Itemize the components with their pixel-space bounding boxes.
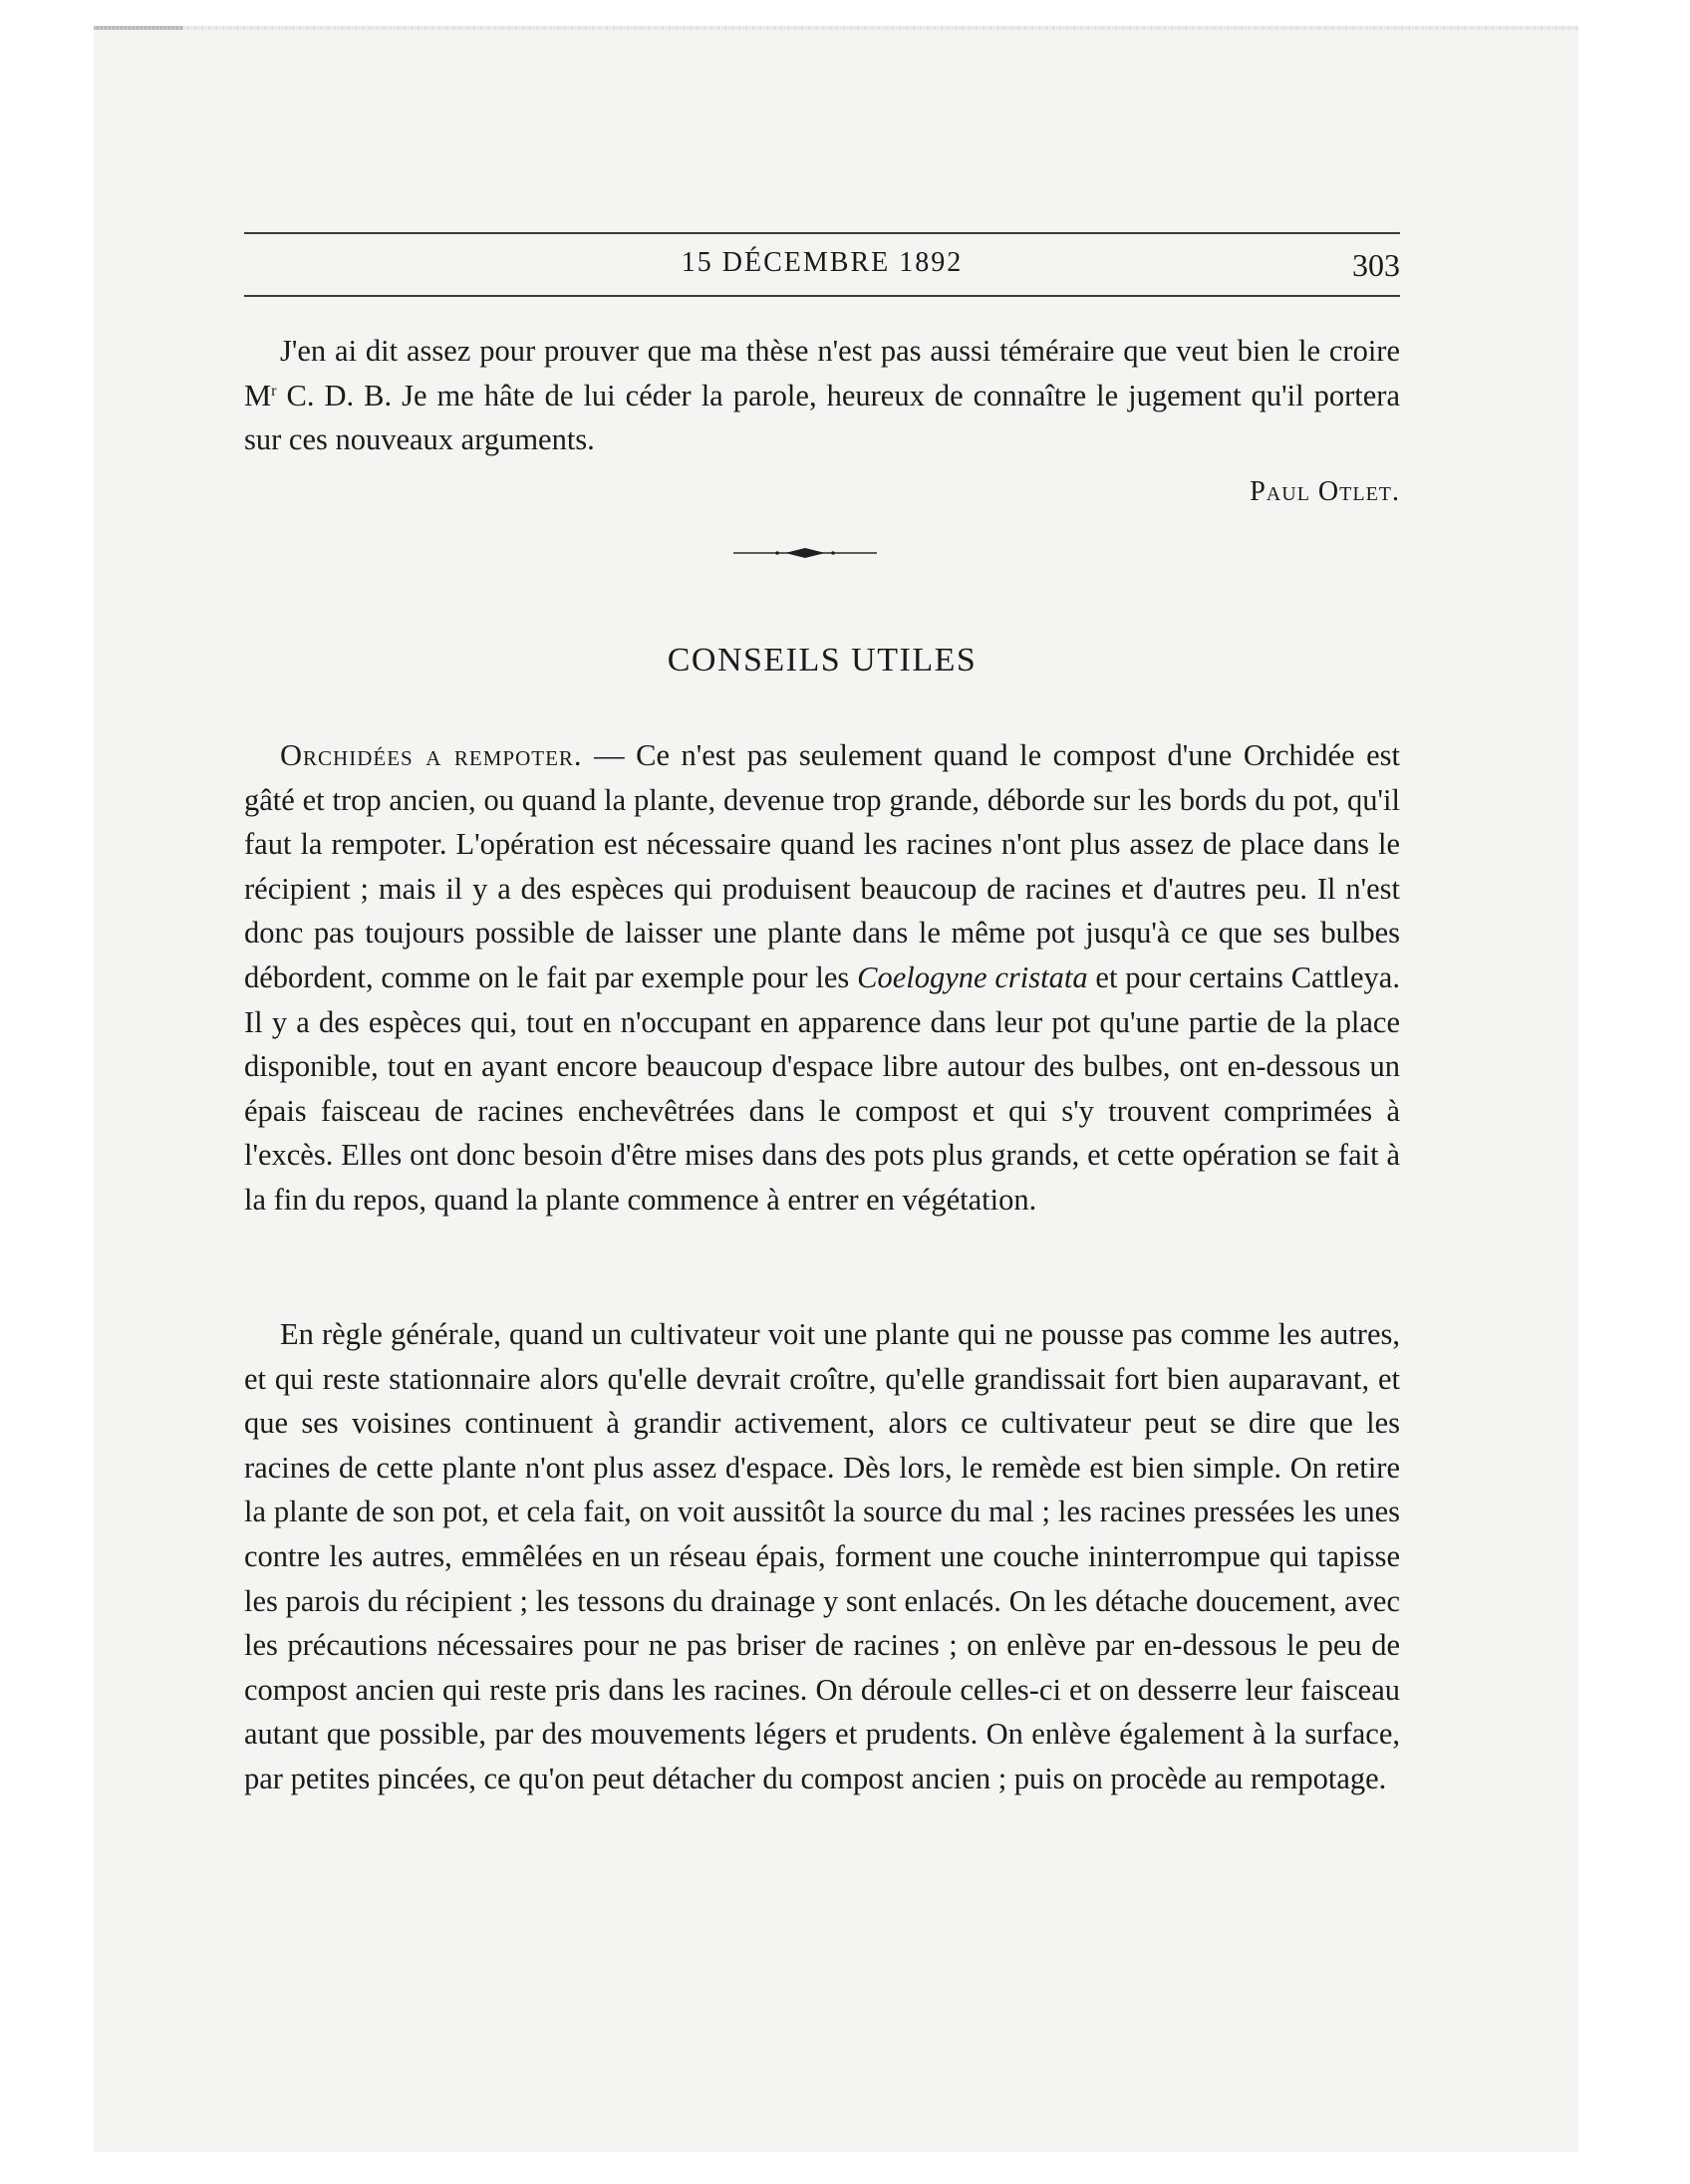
author-signature: Paul Otlet. bbox=[1250, 476, 1400, 507]
header-date: 15 DÉCEMBRE 1892 bbox=[681, 247, 964, 278]
article-paragraph-1-text-a: — Ce n'est pas seulement quand le compost d'une Orchidée est gâté et trop ancien, ou quand la plante, devenue trop grande, déborde sur les bords du pot, qu'il faut la rempoter. L'opération est nécessaire quand les racines n'ont plus assez de place dans le récipient ; mais il y a des espèces qui produisent beaucoup de racines et d'autres peu. Il n'est donc pas toujours possible de laisser une plante dans le même pot jusqu'à ce que ses bulbes débordent, comme on le fait par exemple pour les bbox=[244, 738, 1400, 994]
running-head bbox=[244, 243, 1400, 289]
intro-superscript: r bbox=[271, 382, 277, 400]
species-name: Coelogyne cristata bbox=[857, 959, 1088, 994]
header-rule-top bbox=[244, 232, 1400, 234]
intro-text-a: J'en ai dit assez pour prouver que ma thèse n'est pas aussi téméraire que veut bien le croire M bbox=[244, 334, 1400, 412]
section-divider-ornament bbox=[733, 546, 877, 560]
intro-paragraph bbox=[244, 329, 1400, 462]
header-rule-bottom bbox=[244, 295, 1400, 297]
article-paragraph-1 bbox=[244, 733, 1400, 1223]
section-title: CONSEILS UTILES bbox=[667, 642, 978, 679]
intro-text-b: C. D. B. Je me hâte de lui céder la parole, heureux de connaître le jugement qu'il portera sur ces nouveaux arguments. bbox=[244, 378, 1400, 457]
article-paragraph-2: En règle générale, quand un cultivateur voit une plante qui ne pousse pas comme les autres, et qui reste stationnaire alors qu'elle devrait croître, qu'elle grandissait fort bien auparavant, et que ses voisines continuent à grandir activement, alors ce cultivateur peut se dire que les racines de cette plante n'ont plus assez d'espace. Dès lors, le remède est bien simple. On retire la plante de son pot, et cela fait, on voit aussitôt la source du mal ; les racines pressées les unes contre les autres, emmêlées en un réseau épais, forment une couche ininterrompue qui tapisse les parois du récipient ; les tessons du drainage y sont enlacés. On les détache doucement, avec les précautions nécessaires pour ne pas briser de racines ; on enlève par en-dessous le peu de compost ancien qui reste pris dans les racines. On déroule celles-ci et on desserre leur faisceau autant que possible, par des mouvements légers et prudents. On enlève également à la surface, par petites pincées, ce qu'on peut détacher du compost ancien ; puis on procède au rempotage. bbox=[244, 1317, 1400, 1795]
page-number: 303 bbox=[1352, 247, 1400, 283]
article-paragraph-1-text-b: et pour certains Cattleya. Il y a des espèces qui, tout en n'occupant en apparence dans leur pot qu'une partie de la place disponible, tout en ayant encore beaucoup d'espace libre autour des bulbes, ont en-dessous un épais faisceau de racines enchevêtrées dans le compost et qui s'y trouvent comprimées à l'excès. Elles ont donc besoin d'être mises dans des pots plus grands, et cette opération se fait à la fin du repos, quand la plante commence à entrer en végétation. bbox=[244, 959, 1400, 1217]
article-lead-in: Orchidées a rempoter. bbox=[280, 738, 583, 772]
